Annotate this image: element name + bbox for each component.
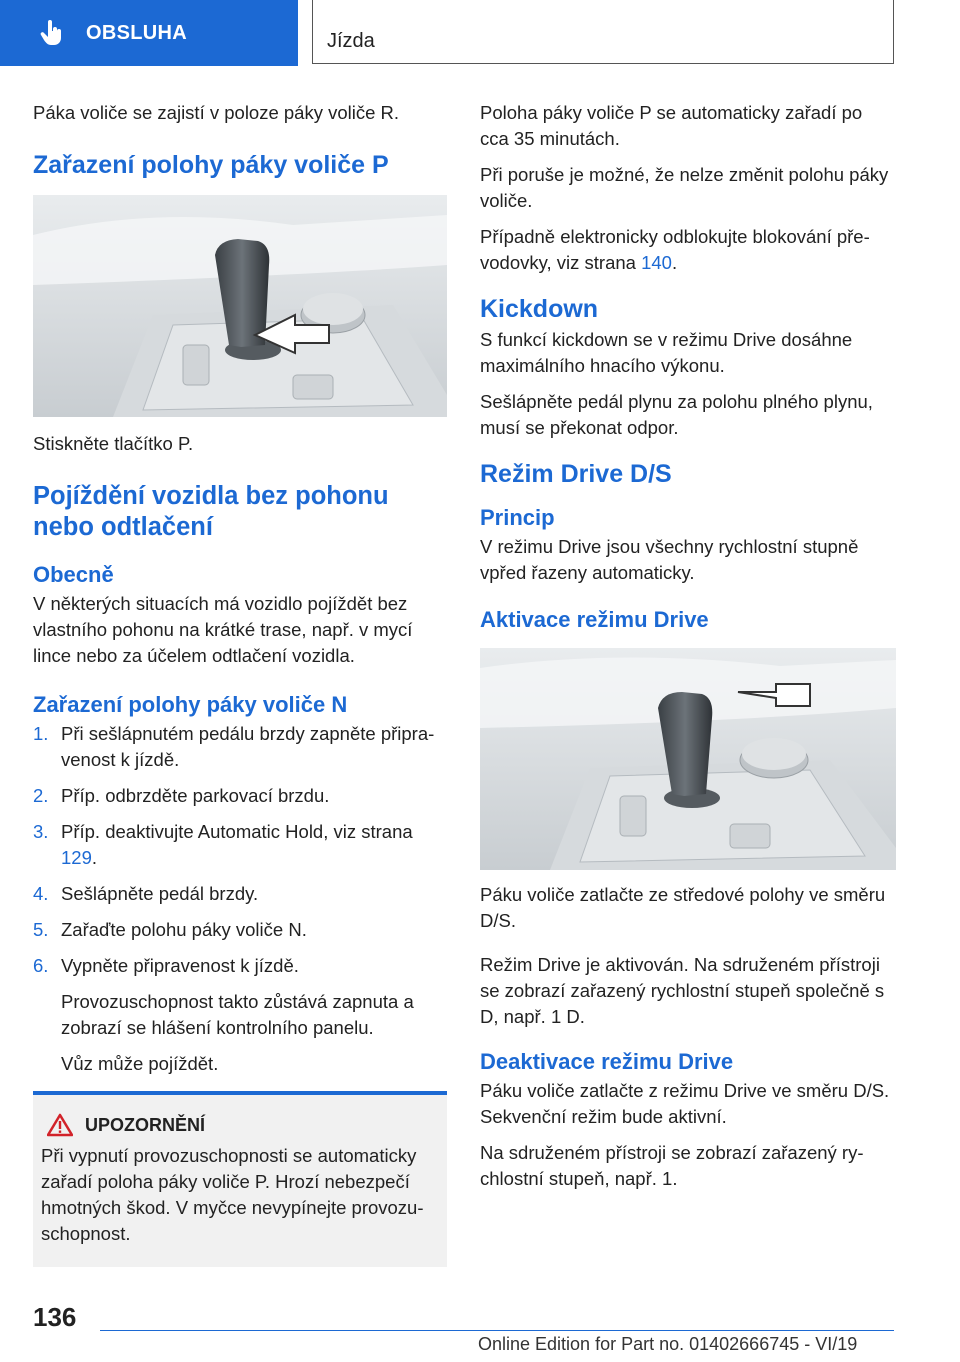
unlock-text-main: Případně elektronicky odblokujte blokování převodovky, viz strana <box>480 226 870 273</box>
section-tab[interactable] <box>0 0 298 66</box>
heading-neutral: Zařazení polohy páky voliče N <box>33 692 348 717</box>
page-link-129[interactable]: 129 <box>61 847 92 868</box>
neutral-steps-list <box>33 721 447 979</box>
general-text: V některých situacích má vozidlo pojíždět bez vlastního pohonu na krátké trase, např. v mycí lince nebo za účelem odtlačení vozidla. <box>33 593 413 666</box>
step-text: Vypněte připravenost k jízdě. <box>61 955 299 976</box>
step-text: Sešlápněte pedál brzdy. <box>61 883 259 904</box>
deactivation-text-2: Na sdruženém přístroji se zobrazí zařazený rychlostní stupeň, např. 1. <box>480 1142 864 1189</box>
step-text: Příp. odbrzděte parkovací brzdu. <box>61 785 330 806</box>
page-link-140[interactable]: 140 <box>641 252 672 273</box>
footer-divider <box>100 1330 894 1331</box>
list-item <box>33 881 447 907</box>
right-column <box>480 100 896 1202</box>
step-number: 6. <box>33 955 49 976</box>
fault-text: Při poruše je možné, že nelze změnit polohu páky voliče. <box>480 164 889 211</box>
footer-edition: Online Edition for Part no. 01402666745 - VI/19 <box>478 1334 858 1354</box>
heading-activate-drive: Aktivace režimu Drive <box>480 607 709 632</box>
heading-park: Zařazení polohy páky voliče P <box>33 151 389 179</box>
list-item <box>33 721 447 773</box>
unlock-text-end: . <box>671 252 678 273</box>
step-number: 1. <box>33 723 49 744</box>
step-note-2: Vůz může pojíždět. <box>61 1053 219 1074</box>
warning-title-text: UPOZORNĚNÍ <box>85 1114 206 1135</box>
step-number: 4. <box>33 883 49 904</box>
step-note-1: Provozuschopnost takto zůstává zapnuta a zobrazí se hlášení kontrolního panelu. <box>61 991 414 1038</box>
figure1-caption: Stiskněte tlačítko P. <box>33 433 194 454</box>
heading-principle: Princip <box>480 505 555 530</box>
warning-title <box>41 1113 433 1137</box>
list-item <box>33 917 447 943</box>
deactivation-text-1: Páku voliče zatlačte z režimu Drive ve směru D/S. Sekvenční režim bude aktivní. <box>480 1080 890 1127</box>
heading-deactivate-drive: Deaktivace režimu Drive <box>480 1049 734 1074</box>
list-item <box>33 819 447 871</box>
step-text: Příp. deaktivujte Automatic Hold, viz strana <box>61 821 413 842</box>
kickdown-text-2: Sešlápněte pedál plynu za polohu plného plynu, musí se překonat odpor. <box>480 391 873 438</box>
page-number: 136 <box>33 1302 77 1332</box>
auto-park-text: Poloha páky voliče P se automaticky zařadí po cca 35 minutách. <box>480 102 863 149</box>
warning-triangle-icon <box>47 1113 73 1137</box>
warning-box <box>33 1091 447 1267</box>
figure-selector-lever-drive <box>480 648 896 870</box>
hand-pointer-icon <box>40 20 64 46</box>
step-number: 3. <box>33 821 49 842</box>
step-text: Při sešlápnutém pedálu brzdy zapněte připravenost k jízdě. <box>61 723 435 770</box>
left-column <box>33 100 447 1267</box>
warning-text: Při vypnutí provozuschopnosti se automaticky zařadí poloha páky voliče P. Hrozí nebezpečí hmotných škod. V myčce nevypínejte provozuschopnost. <box>41 1145 424 1244</box>
section-label: OBSLUHA <box>86 21 187 44</box>
list-item <box>33 953 447 979</box>
figure2-caption: Páku voliče zatlačte ze středové polohy ve směru D/S. <box>480 884 886 931</box>
step-text-end: . <box>91 847 98 868</box>
list-item <box>33 783 447 809</box>
intro-text: Páka voliče se zajistí v poloze páky voliče R. <box>33 102 400 123</box>
heading-drive-mode: Režim Drive D/S <box>480 460 672 488</box>
heading-rolling: Pojíždění vozidla bez pohonu nebo odtlačení <box>33 482 389 541</box>
step-number: 2. <box>33 785 49 806</box>
heading-general: Obecně <box>33 562 114 587</box>
chapter-title: Jízda <box>327 30 375 52</box>
unlock-text <box>480 224 896 276</box>
step-text: Zařaďte polohu páky voliče N. <box>61 919 307 940</box>
principle-text: V režimu Drive jsou všechny rychlostní stupně vpřed řazeny automaticky. <box>480 536 859 583</box>
kickdown-text-1: S funkcí kickdown se v režimu Drive dosáhne maximálního hnacího výkonu. <box>480 329 853 376</box>
chapter-box <box>312 0 894 64</box>
heading-kickdown: Kickdown <box>480 295 599 323</box>
figure-selector-lever-park <box>33 195 447 417</box>
step-number: 5. <box>33 919 49 940</box>
activation-text: Režim Drive je aktivován. Na sdruženém přístroji se zobrazí zařazený rychlostní stupeň společně s D, např. 1 D. <box>480 954 885 1027</box>
